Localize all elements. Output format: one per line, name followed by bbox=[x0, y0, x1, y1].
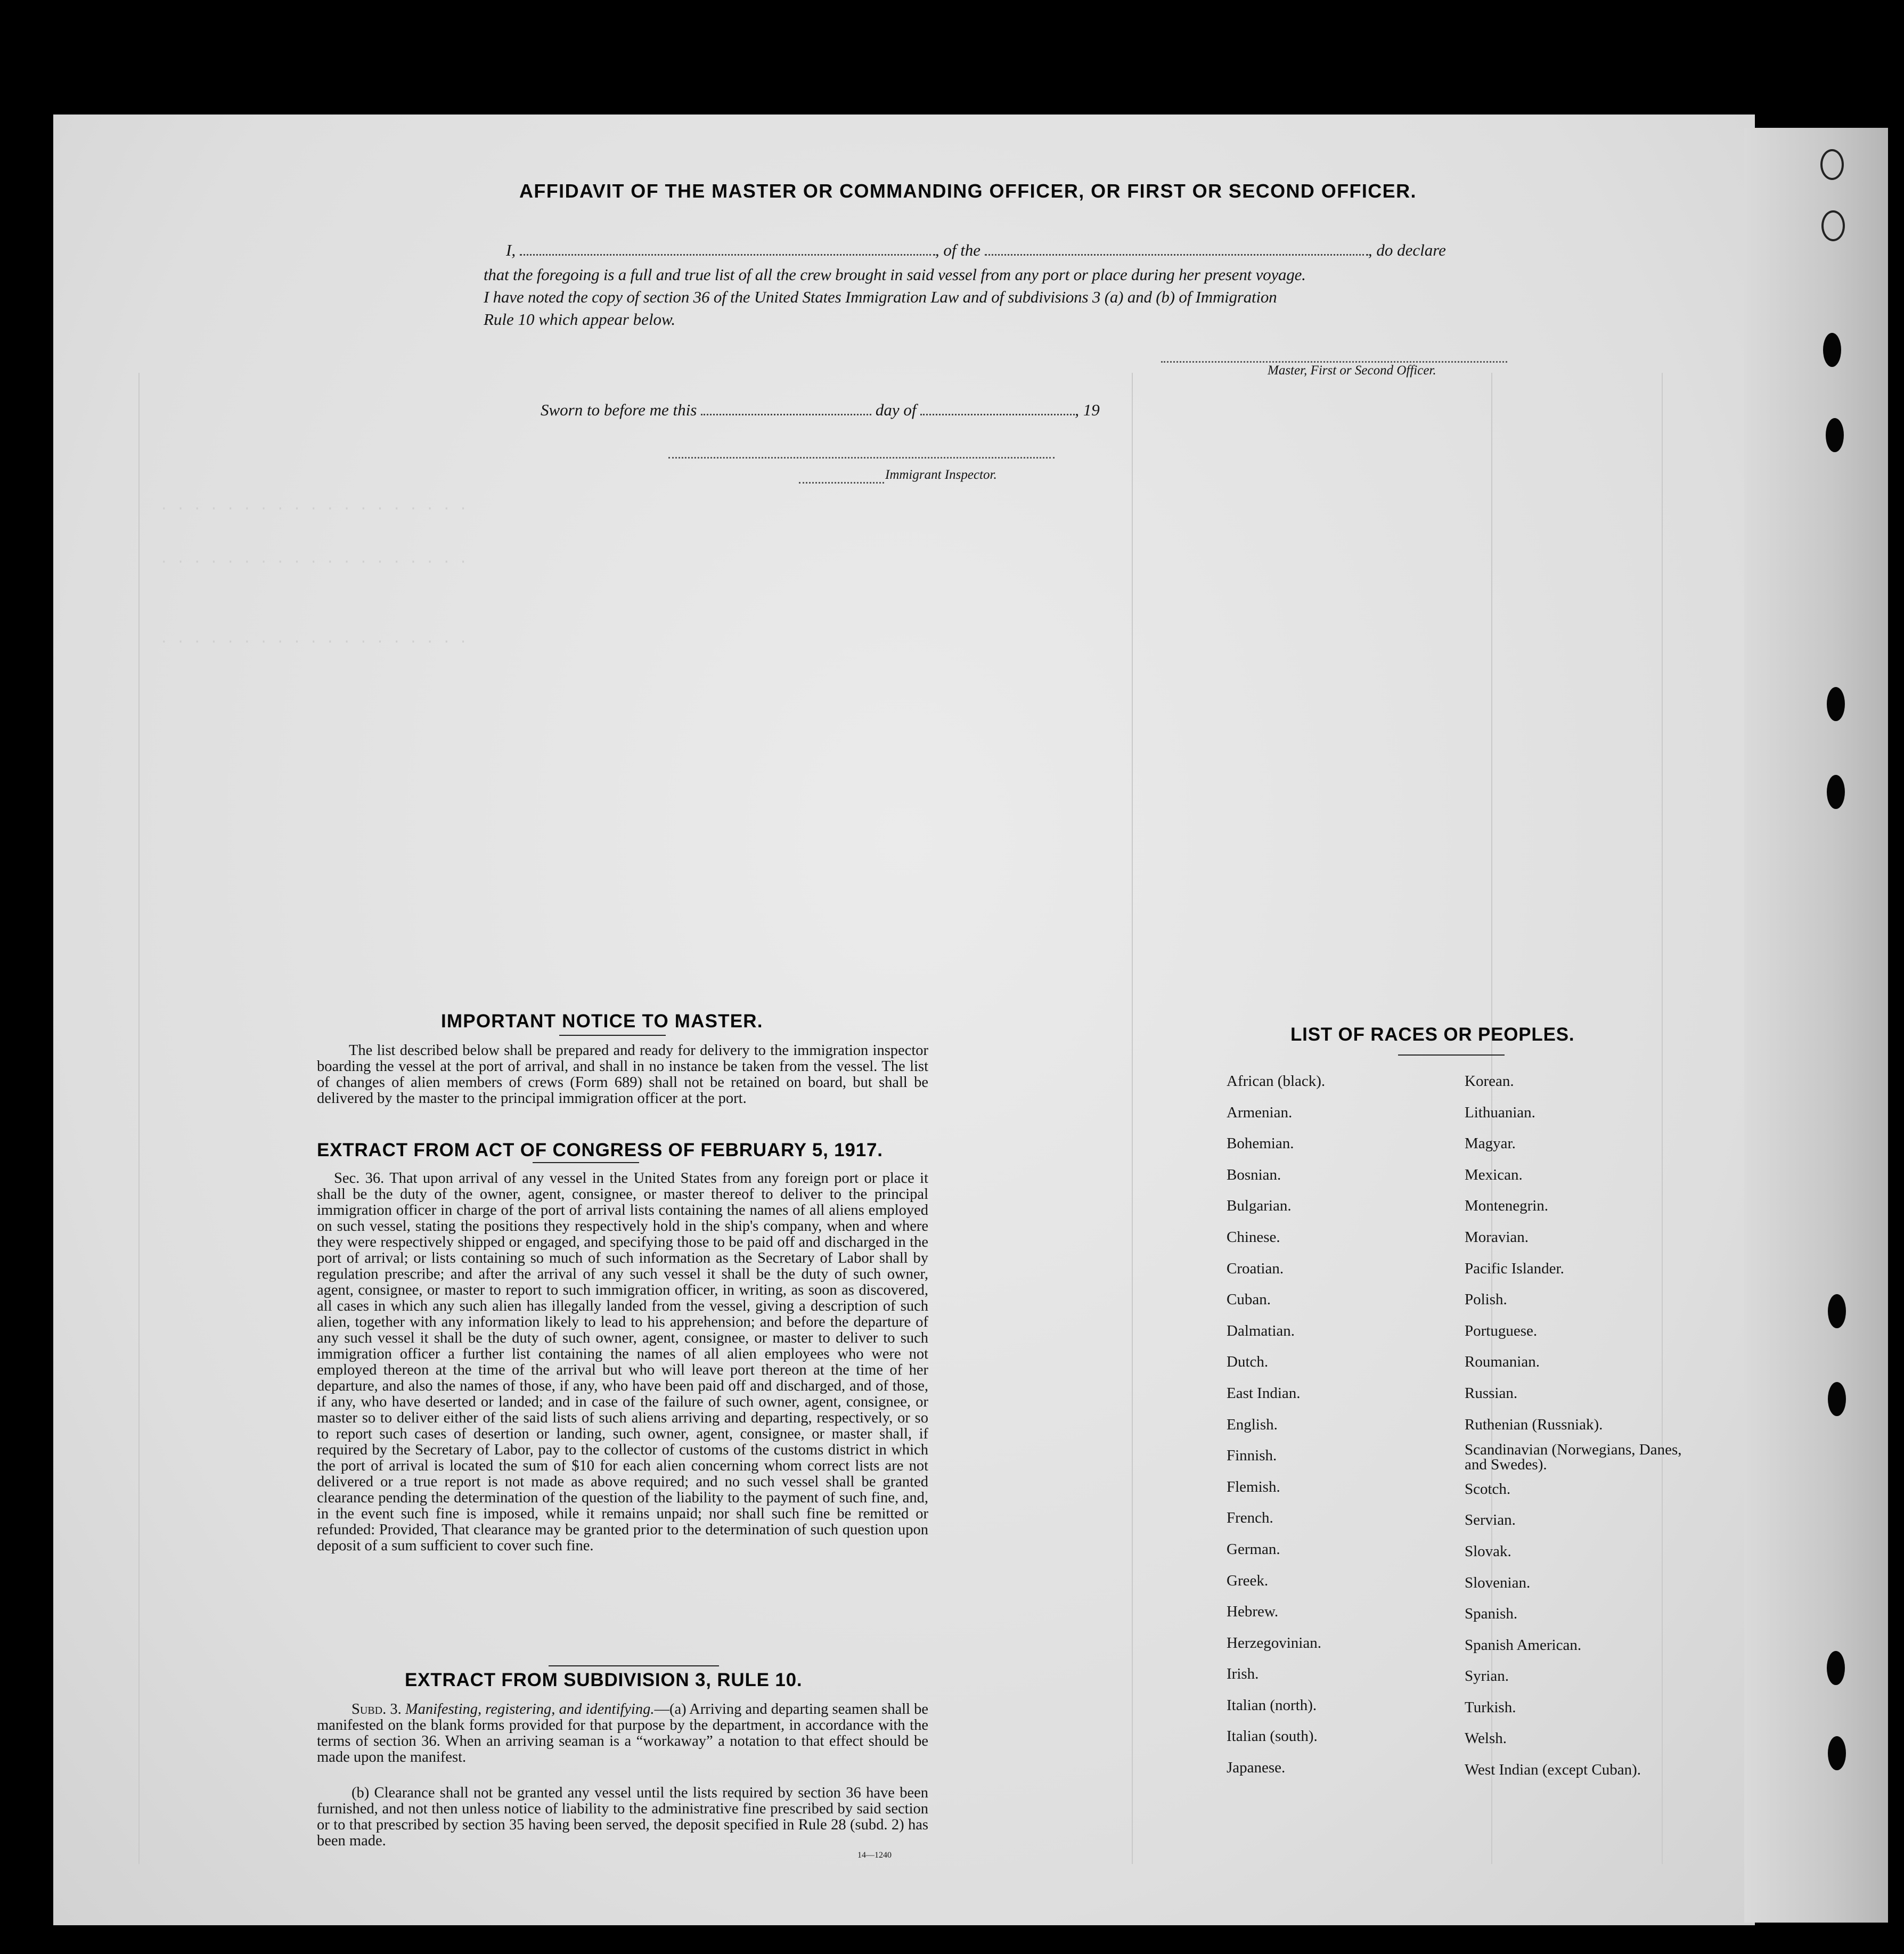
race-item: Flemish. bbox=[1227, 1478, 1280, 1495]
race-item: Scotch. bbox=[1465, 1480, 1511, 1498]
bleed-through-line bbox=[1132, 373, 1133, 1864]
act-rule bbox=[533, 1162, 639, 1163]
race-item: Polish. bbox=[1465, 1291, 1507, 1309]
act-heading: EXTRACT FROM ACT OF CONGRESS OF FEBRUARY 5, 1917. bbox=[317, 1140, 883, 1160]
race-item: Dutch. bbox=[1227, 1353, 1269, 1371]
race-item: Moravian. bbox=[1465, 1228, 1529, 1246]
punch-hole bbox=[1828, 1294, 1846, 1328]
vessel-blank bbox=[985, 249, 1368, 256]
race-item: Pacific Islander. bbox=[1465, 1260, 1564, 1277]
bleed-through-line bbox=[138, 373, 140, 1864]
race-item: French. bbox=[1227, 1509, 1273, 1527]
inspector-caption: Immigrant Inspector. bbox=[885, 468, 997, 482]
punch-hole bbox=[1828, 1736, 1846, 1770]
race-item: Slovak. bbox=[1465, 1542, 1511, 1560]
race-item: Italian (north). bbox=[1227, 1696, 1317, 1714]
race-item: Russian. bbox=[1465, 1384, 1518, 1402]
punch-hole bbox=[1827, 775, 1845, 809]
race-item: Welsh. bbox=[1465, 1730, 1507, 1747]
bleed-through-text: · · · · · · · · · · · · · · · · · · · bbox=[160, 554, 468, 570]
affidavit-line-1 bbox=[506, 241, 1446, 260]
race-item: Bohemian. bbox=[1227, 1135, 1294, 1152]
rule-rule bbox=[549, 1665, 719, 1666]
race-item: Hebrew. bbox=[1227, 1603, 1279, 1621]
race-item: Cuban. bbox=[1227, 1291, 1271, 1309]
race-item: Ruthenian (Russniak). bbox=[1465, 1416, 1603, 1433]
year-label: , 19 bbox=[1075, 400, 1100, 419]
punch-hole bbox=[1827, 1651, 1845, 1685]
day-of-label: day of bbox=[875, 400, 917, 419]
affidavit-heading: AFFIDAVIT OF THE MASTER OR COMMANDING OFFICER, OR FIRST OR SECOND OFFICER. bbox=[519, 180, 1417, 202]
race-item: Spanish. bbox=[1465, 1605, 1518, 1623]
ring-mark bbox=[1820, 149, 1844, 180]
races-heading: LIST OF RACES OR PEOPLES. bbox=[1290, 1024, 1575, 1045]
race-item: West Indian (except Cuban). bbox=[1465, 1761, 1641, 1779]
inspector-signature-line bbox=[668, 457, 1055, 459]
race-item: Roumanian. bbox=[1465, 1353, 1540, 1371]
race-item: Chinese. bbox=[1227, 1228, 1280, 1246]
act-text: Sec. 36. That upon arrival of any vessel in the United States from any foreign port or place it shall be the duty of the owner, agent, consignee, or master thereof to deliver to the principal immigration officer in charge of the port of arrival lists containing the names of all aliens employed on such vessel, stating the positions they respectively hold in the ship's company, when and where they were respectively shipped or engaged, and specifying those to be paid off and discharged in the port of arrival; or lists containing so much of such information as the Secretary of Labor shall by regulation prescribe; and after the arrival of any such vessel it shall be the duty of such owner, agent, consignee, or master to report to such immigration officer, in writing, as soon as discovered, all cases in which any such alien has illegally landed from the vessel, giving a description of such alien, together with any information likely to lead to his apprehension; and before the departure of any such vessel it shall be the duty of such owner, agent, consignee, or master to deliver to such immigration officer a further list containing the names of all alien employees who were not employed thereon at the time of the arrival but who will leave port thereon at the time of her departure, and also the names of those, if any, who have been paid off and discharged, and of those, if any, who have deserted or landed; and in case of the failure of such owner, agent, consignee, or master so to deliver either of the said lists of such aliens arriving and departing, respectively, or so to report such cases of desertion or landing, such owner, agent, consignee, or master shall, if required by the Secretary of Labor, pay to the collector of customs of the customs district in which the port of arrival is located the sum of $10 for each alien concerning whom correct lists are not delivered or a true report is not made as above required; and no such vessel shall be granted clearance pending the determination of the question of the liability to the payment of such fine, and, in the event such fine is imposed, while it remains unpaid; nor shall such fine be remitted or refunded: Provided, That clearance may be granted prior to the determination of such question upon deposit of a sum sufficient to cover such fine. bbox=[317, 1170, 928, 1554]
race-item: Finnish. bbox=[1227, 1447, 1277, 1465]
do-declare-label: , do declare bbox=[1368, 241, 1446, 259]
notice-heading: IMPORTANT NOTICE TO MASTER. bbox=[441, 1011, 763, 1032]
inspector-line-2 bbox=[799, 482, 884, 484]
i-label: I, bbox=[506, 241, 516, 259]
race-item: Servian. bbox=[1465, 1511, 1516, 1529]
punch-hole bbox=[1823, 333, 1841, 367]
race-item: African (black). bbox=[1227, 1073, 1326, 1090]
punch-hole bbox=[1827, 687, 1845, 721]
race-item: Spanish American. bbox=[1465, 1636, 1582, 1654]
races-left-column bbox=[1227, 1066, 1450, 1784]
ring-mark bbox=[1821, 210, 1845, 241]
races-right-column bbox=[1465, 1066, 1688, 1786]
notice-rule bbox=[559, 1035, 666, 1036]
races-rule bbox=[1398, 1054, 1505, 1056]
form-number: 14—1240 bbox=[857, 1851, 892, 1860]
signature-caption: Master, First or Second Officer. bbox=[1268, 363, 1436, 378]
race-item: Armenian. bbox=[1227, 1103, 1293, 1121]
affidavit-line-3: I have noted the copy of section 36 of the United States Immigration Law and of subdivisions 3 (a) and (b) of Immigration bbox=[484, 288, 1277, 306]
race-item: Greek. bbox=[1227, 1572, 1269, 1589]
of-the-label: , of the bbox=[935, 241, 981, 259]
punch-hole bbox=[1828, 1382, 1846, 1416]
sworn-label: Sworn to before me this bbox=[541, 400, 697, 419]
subd-text-a: —(a) Arriving and departing seamen shall be manifested on the blank forms provided for that purpose by the department, in accordance with the terms of section 36. When an arriving seaman is a “workaway” a notation to that effect should be made upon the manifest. bbox=[317, 1701, 928, 1765]
race-item: Herzegovinian. bbox=[1227, 1634, 1321, 1652]
race-item: Scandinavian (Norwegians, Danes, and Swedes). bbox=[1465, 1441, 1682, 1474]
race-item: German. bbox=[1227, 1540, 1280, 1558]
affidavit-line-2: that the foregoing is a full and true list of all the crew brought in said vessel from any port or place during her present voyage. bbox=[484, 265, 1306, 284]
day-blank bbox=[701, 408, 871, 415]
race-item: Magyar. bbox=[1465, 1135, 1516, 1152]
race-item: Mexican. bbox=[1465, 1166, 1523, 1183]
race-item: Bosnian. bbox=[1227, 1166, 1281, 1183]
signature-line bbox=[1161, 361, 1507, 363]
race-item: Japanese. bbox=[1227, 1759, 1286, 1777]
race-item: Korean. bbox=[1465, 1073, 1514, 1090]
race-item: Italian (south). bbox=[1227, 1728, 1318, 1745]
subd-title: Manifesting, registering, and identifying. bbox=[405, 1701, 655, 1718]
affidavit-line-4: Rule 10 which appear below. bbox=[484, 310, 676, 329]
subd-label: Subd. 3. bbox=[352, 1701, 402, 1718]
rule-text-a bbox=[317, 1702, 928, 1765]
race-item: Bulgarian. bbox=[1227, 1197, 1292, 1215]
race-item: Portuguese. bbox=[1465, 1322, 1538, 1339]
bleed-through-text: · · · · · · · · · · · · · · · · · · · bbox=[160, 501, 468, 517]
notice-text: The list described below shall be prepared and ready for delivery to the immigration inspector boarding the vessel at the port of arrival, and shall in no instance be taken from the vessel. The list of changes of alien members of crews (Form 689) shall not be retained on board, but shall be delivered by the master to the principal immigration officer at the port. bbox=[317, 1042, 928, 1107]
rule-text-b: (b) Clearance shall not be granted any vessel until the lists required by section 36 have been furnished, and not then unless notice of liability to the administrative fine prescribed by said section or to that prescribed by section 35 having been served, the deposit specified in Rule 28 (subd. 2) has been made. bbox=[317, 1785, 928, 1849]
month-blank bbox=[920, 408, 1075, 415]
race-item: Lithuanian. bbox=[1465, 1103, 1535, 1121]
name-blank bbox=[520, 249, 935, 256]
punch-hole bbox=[1826, 418, 1844, 452]
page-edge-strip bbox=[1744, 128, 1888, 1923]
race-item: Irish. bbox=[1227, 1665, 1259, 1683]
race-item: Croatian. bbox=[1227, 1260, 1284, 1277]
race-item: Slovenian. bbox=[1465, 1574, 1531, 1591]
race-item: Syrian. bbox=[1465, 1667, 1509, 1685]
sworn-line bbox=[541, 400, 1100, 420]
race-item: Montenegrin. bbox=[1465, 1197, 1549, 1215]
race-item: English. bbox=[1227, 1416, 1278, 1433]
bleed-through-text: · · · · · · · · · · · · · · · · · · · bbox=[160, 634, 468, 650]
race-item: East Indian. bbox=[1227, 1384, 1301, 1402]
race-item: Dalmatian. bbox=[1227, 1322, 1295, 1339]
race-item: Turkish. bbox=[1465, 1698, 1516, 1716]
rule-heading: EXTRACT FROM SUBDIVISION 3, RULE 10. bbox=[405, 1670, 803, 1690]
